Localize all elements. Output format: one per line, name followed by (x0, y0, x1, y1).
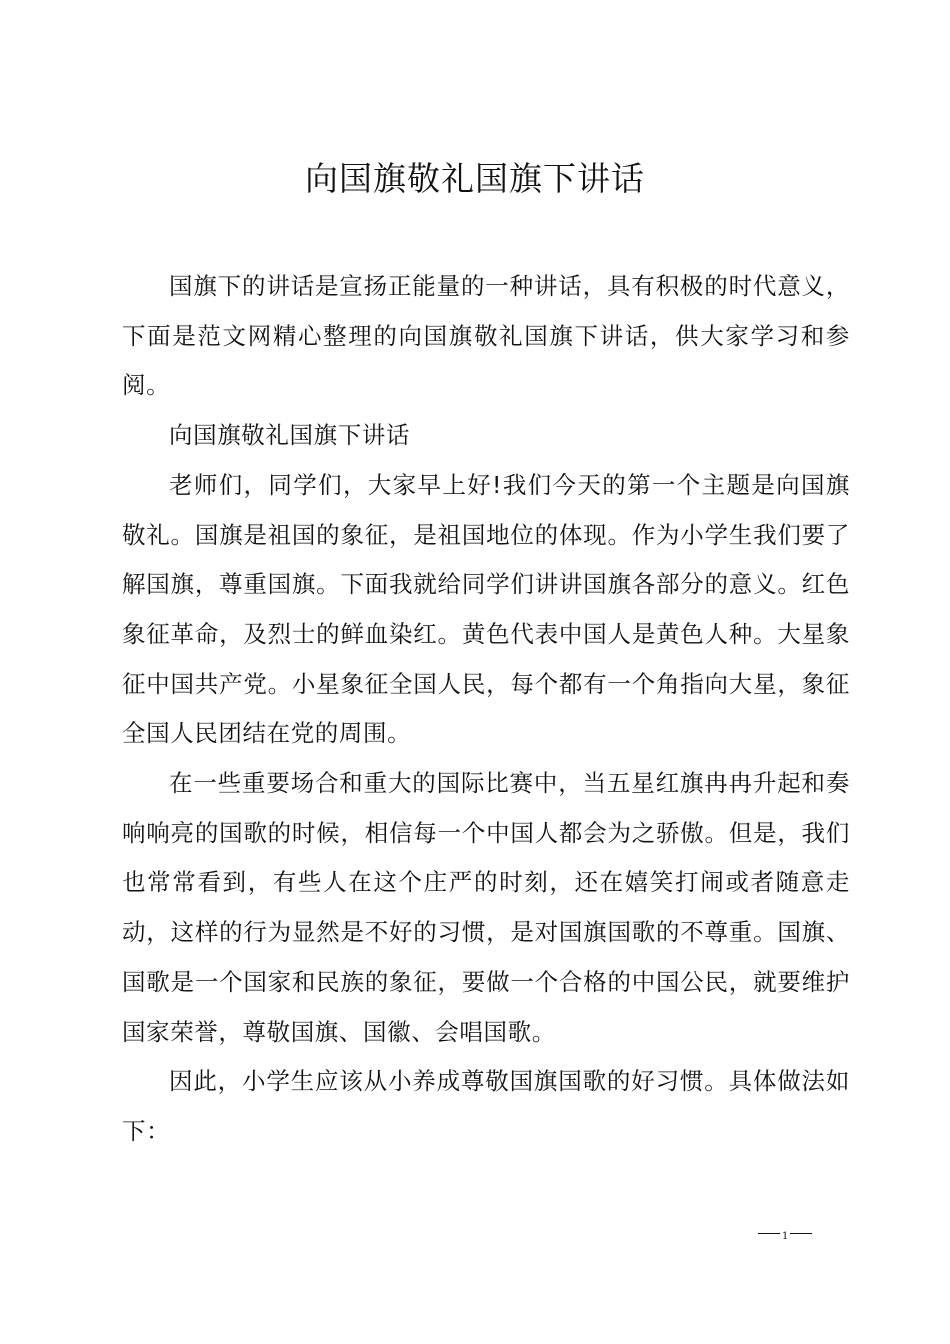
page-number: 1 (782, 1231, 789, 1242)
paragraph-intro: 国旗下的讲话是宣扬正能量的一种讲话，具有积极的时代意义，下面是范文网精心整理的向国旗敬礼国旗下讲话，供大家学习和参阅。 (122, 272, 850, 400)
page-footer (758, 1221, 818, 1245)
footer-dash-left (758, 1233, 780, 1234)
paragraph-ceremony: 在一些重要场合和重大的国际比赛中，当五星红旗冉冉升起和奏响响亮的国歌的时候，相信每一个中国人都会为之骄傲。但是，我们也常常看到，有些人在这个庄严的时刻，还在嬉笑打闹或者随意走动，这样的行为显然是不好的习惯，是对国旗国歌的不尊重。国旗、国歌是一个国家和民族的象征，要做一个合格的中国公民，就要维护国家荣誉，尊敬国旗、国徽、会唱国歌。 (122, 769, 850, 1046)
paragraph-greeting: 老师们，同学们，大家早上好!我们今天的第一个主题是向国旗敬礼。国旗是祖国的象征，是祖国地位的体现。作为小学生我们要了解国旗，尊重国旗。下面我就给同学们讲讲国旗各部分的意义。红色象征革命，及烈士的鲜血染红。黄色代表中国人是黄色人种。大星象征中国共产党。小星象征全国人民，每个都有一个角指向大星，象征全国人民团结在党的周围。 (122, 470, 850, 748)
document-body (122, 262, 850, 1157)
footer-dash-right (790, 1233, 812, 1234)
paragraph-subtitle: 向国旗敬礼国旗下讲话 (169, 421, 410, 450)
page-title: 向国旗敬礼国旗下讲话 (305, 159, 645, 198)
paragraph-conclusion: 因此，小学生应该从小养成尊敬国旗国歌的好习惯。具体做法如下： (122, 1067, 850, 1145)
